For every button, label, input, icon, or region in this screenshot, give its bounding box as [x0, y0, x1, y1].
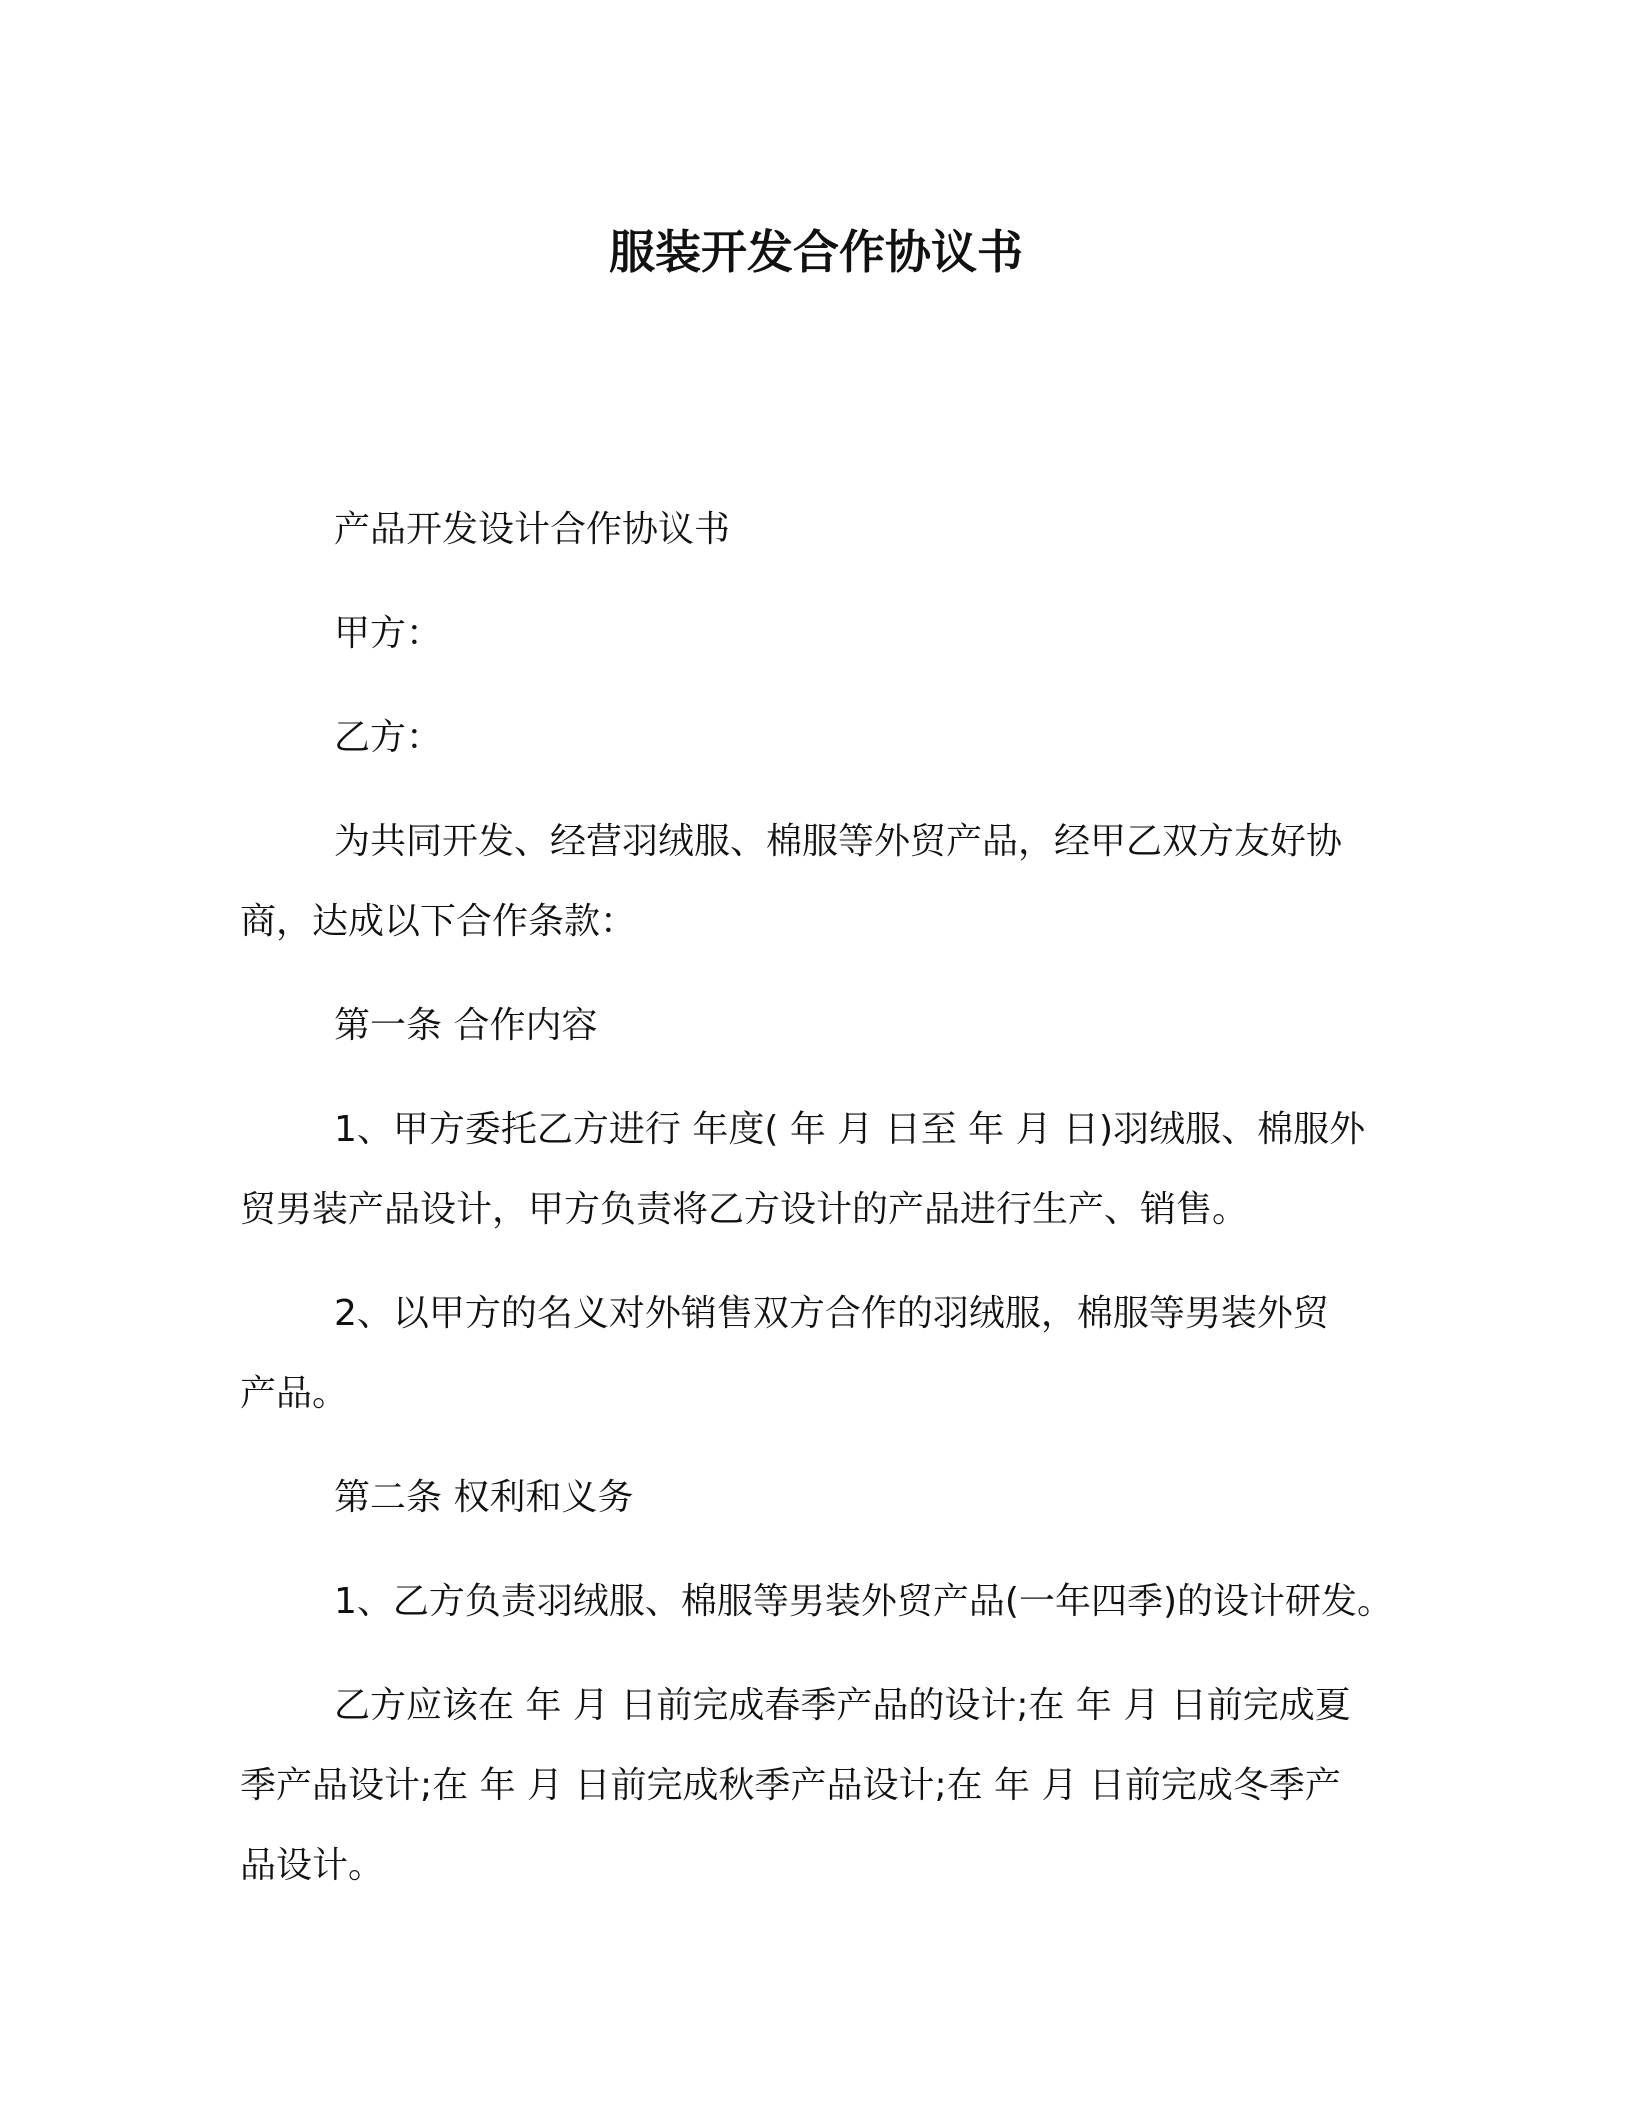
article-1-heading: [240, 986, 1400, 1066]
article-1-item-2-line-2: 产品。: [240, 1373, 349, 1414]
article-1-item-2: [240, 1274, 1400, 1434]
subtitle: [240, 490, 1400, 570]
intro-line-2: 商，达成以下合作条款：: [240, 901, 637, 942]
article-2-schedule-line-2: 季产品设计;在 年 月 日前完成秋季产品设计;在 年 月 日前完成冬季产: [240, 1765, 1341, 1806]
party-b-label: 乙方：: [334, 717, 443, 758]
party-a-line: [240, 594, 1400, 674]
subtitle-text: 产品开发设计合作协议书: [334, 509, 731, 550]
article-1-item-1: [240, 1090, 1400, 1250]
party-a-label: 甲方：: [334, 613, 443, 654]
intro-paragraph: [240, 802, 1400, 962]
article-2-heading-text: 第二条 权利和义务: [334, 1477, 634, 1518]
intro-line-1: 为共同开发、经营羽绒服、棉服等外贸产品，经甲乙双方友好协: [334, 821, 1343, 862]
article-1-heading-text: 第一条 合作内容: [334, 1005, 598, 1046]
article-1-item-1-line-2: 贸男装产品设计，甲方负责将乙方设计的产品进行生产、销售。: [240, 1189, 1249, 1230]
article-2-item-1-text: 1、乙方负责羽绒服、棉服等男装外贸产品(一年四季)的设计研发。: [334, 1581, 1393, 1622]
document-body: [240, 490, 1400, 1906]
document-title: 服装开发合作协议书: [609, 225, 1023, 279]
article-2-heading: [240, 1458, 1400, 1538]
party-b-line: [240, 698, 1400, 778]
article-2-schedule-line-1: 乙方应该在 年 月 日前完成春季产品的设计;在 年 月 日前完成夏: [334, 1685, 1351, 1726]
article-1-item-2-line-1: 2、以甲方的名义对外销售双方合作的羽绒服，棉服等男装外贸: [334, 1293, 1329, 1334]
article-2-item-1: [240, 1562, 1400, 1642]
article-1-item-1-line-1: 1、甲方委托乙方进行 年度( 年 月 日至 年 月 日)羽绒服、棉服外: [334, 1109, 1366, 1150]
article-2-schedule: [240, 1666, 1400, 1906]
article-2-schedule-line-3: 品设计。: [240, 1845, 385, 1886]
